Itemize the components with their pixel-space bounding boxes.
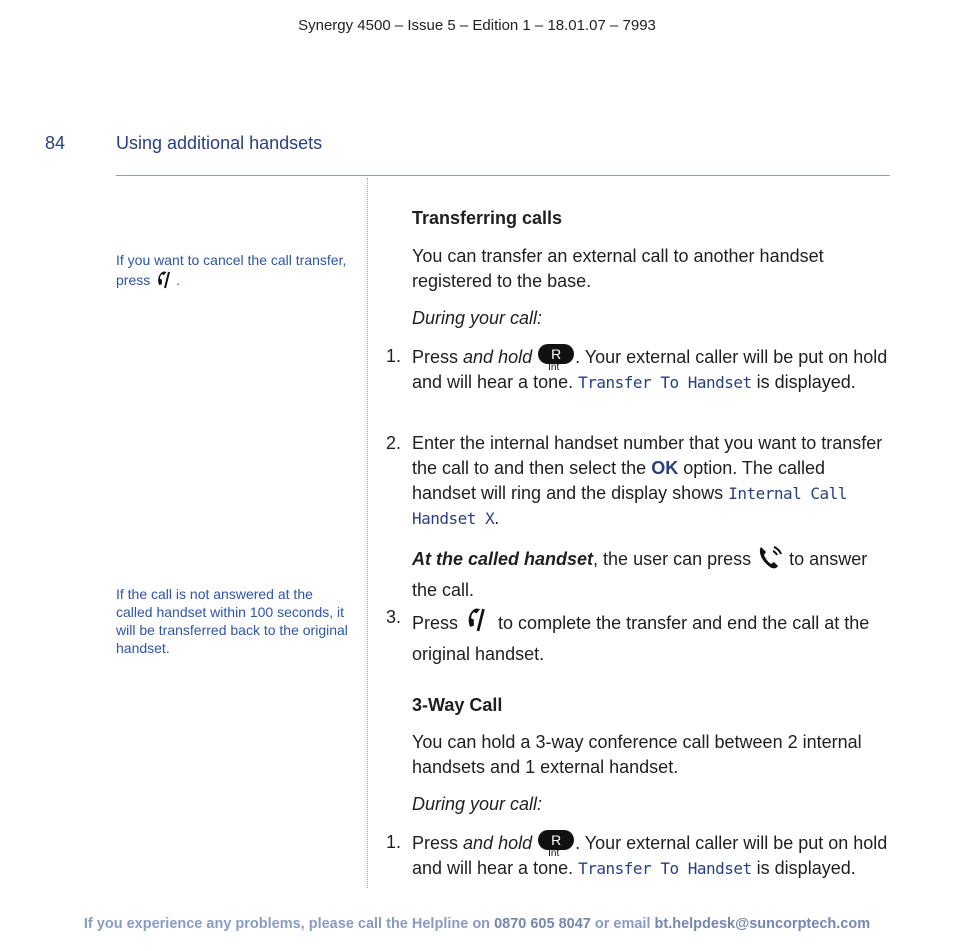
- threeway-step1-number: 1.: [386, 832, 402, 852]
- transfer-intro: You can transfer an external call to another handset registered to the base.: [412, 246, 824, 291]
- step-and-hold-text: and hold: [463, 833, 533, 853]
- step-and-hold-text: and hold: [463, 347, 533, 367]
- footer-text-a: If you experience any problems, please call the Helpline on: [83, 916, 491, 932]
- column-divider: [367, 178, 368, 888]
- helpline-footer: [0, 916, 954, 932]
- step-press-text: Press: [412, 347, 459, 367]
- page-number: 84: [45, 133, 66, 153]
- side-note-cancel: [116, 251, 352, 295]
- lcd-transfer-to-handset: Transfer To Handset: [578, 859, 752, 878]
- heading-transferring-calls: Transferring calls: [412, 208, 563, 228]
- helpline-phone: 0870 605 8047: [494, 916, 591, 932]
- helpdesk-email: bt.helpdesk@suncorptech.com: [654, 916, 871, 932]
- r-int-key-icon: R Int: [538, 344, 574, 366]
- transfer-step1-number: 1.: [386, 346, 402, 366]
- step2-text-a: Enter the internal handset number that you want to transfer the call to and then select the: [412, 433, 883, 478]
- side-note-cancel-suffix: .: [176, 272, 181, 288]
- heading-3-way-call: 3-Way Call: [412, 695, 503, 715]
- ok-option-label: OK: [651, 458, 679, 478]
- talk-icon: [756, 543, 784, 578]
- step-press-text: Press: [412, 833, 459, 853]
- transfer-step3: [412, 605, 892, 667]
- lcd-internal-call-handset: Internal Call Handset X: [412, 484, 847, 528]
- document-header: Synergy 4500 – Issue 5 – Edition 1 – 18.01.07 – 7993: [298, 17, 656, 34]
- r-int-key-icon: R Int: [538, 830, 574, 852]
- called-text-b: to answer the call.: [412, 549, 868, 600]
- section-title: Using additional handsets: [116, 133, 323, 153]
- called-handset-bold: At the called handset: [412, 549, 594, 569]
- header-rule: [116, 175, 890, 176]
- transfer-step2: [412, 431, 892, 531]
- end-call-icon: [154, 269, 176, 295]
- threeway-step1-after-key-text: . Your external caller will be put on hold and will hear a tone.: [412, 833, 888, 878]
- step1-tail-text: is displayed.: [756, 372, 856, 392]
- transfer-during-call: During your call:: [412, 308, 543, 328]
- threeway-step1: [412, 830, 892, 881]
- step2-tail: .: [494, 508, 500, 528]
- threeway-step1-tail-text: is displayed.: [756, 858, 856, 878]
- threeway-during-call: During your call:: [412, 794, 543, 814]
- step3-press-text: Press: [412, 613, 459, 633]
- step3-text: to complete the transfer and end the call at the original handset.: [412, 613, 870, 664]
- step2-text-b: option. The called handset will ring and the display shows: [412, 458, 825, 503]
- transfer-step1: [412, 344, 892, 395]
- lcd-transfer-to-handset: Transfer To Handset: [578, 373, 752, 392]
- step1-after-key-text: . Your external caller will be put on hold and will hear a tone.: [412, 347, 888, 392]
- side-note-unanswered: If the call is not answered at the called handset within 100 seconds, it will be transferred back to the original handset.: [116, 586, 348, 656]
- footer-text-b: or email: [594, 916, 651, 932]
- called-handset-note: [412, 543, 892, 603]
- called-text-a: , the user can press: [593, 549, 752, 569]
- transfer-step3-number: 3.: [386, 607, 402, 627]
- end-call-icon: [463, 605, 493, 642]
- transfer-step2-number: 2.: [386, 433, 402, 453]
- side-note-cancel-text: If you want to cancel the call transfer, press: [116, 252, 347, 288]
- threeway-intro: You can hold a 3-way conference call between 2 internal handsets and 1 external handset.: [412, 732, 862, 777]
